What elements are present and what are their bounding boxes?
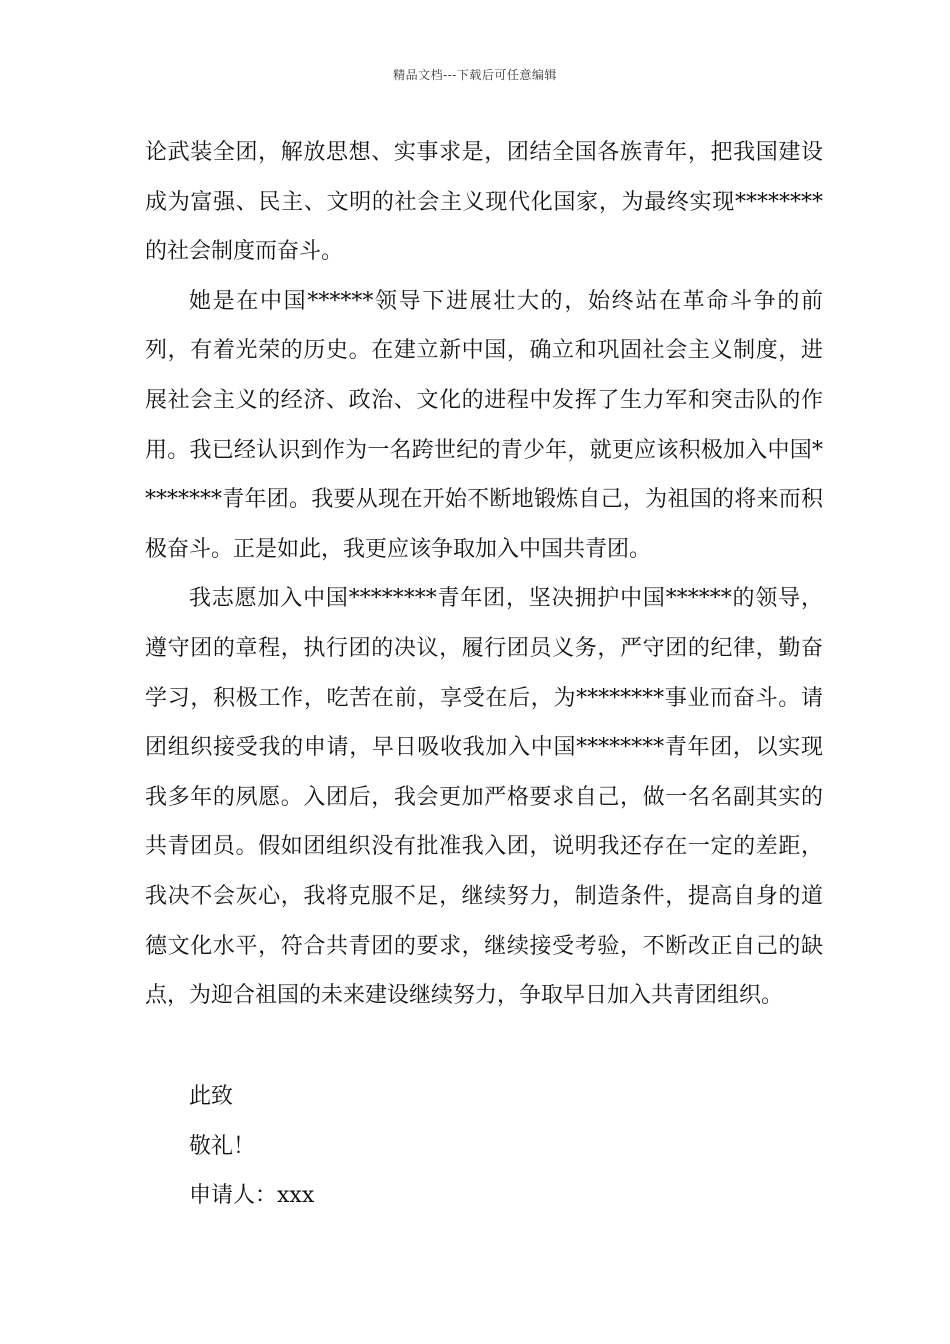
paragraph-3: 我志愿加入中国********青年团，坚决拥护中国******的领导，遵守团的章程，执行团的决议，履行团员义务，严守团的纪律，勤奋学习，积极工作，吃苦在前，享受在后，为********事业而奋斗。请团组织接受我的申请，早日吸收我加入中国********青年团，以实现我多年的夙愿。入团后，我会更加严格要求自己，做一名名副其实的共青团员。假如团组织没有批准我入团，说明我还存在一定的差距，我决不会灰心，我将克服不足，继续努力，制造条件，提高自身的道德文化水平，符合共青团的要求，继续接受考验，不断改正自己的缺点，为迎合祖国的未来建设继续努力，争取早日加入共青团组织。 (145, 586, 823, 1009)
closing-salutation: 此致 (189, 1084, 234, 1109)
paragraph-1: 论武装全团，解放思想、实事求是，团结全国各族青年，把我国建设成为富强、民主、文明的社会主义现代化国家，为最终实现********的社会制度而奋斗。 (145, 140, 823, 265)
closing-regards: 敬礼！ (189, 1134, 256, 1159)
applicant-signature: 申请人：xxx (189, 1183, 315, 1208)
document-body (145, 128, 823, 1021)
page-header: 精品文档---下载后可任意编辑 (393, 68, 557, 82)
paragraph-2: 她是在中国******领导下进展壮大的，始终站在革命斗争的前列，有着光荣的历史。在建立新中国，确立和巩固社会主义制度，进展社会主义的经济、政治、文化的进程中发挥了生力军和突击队的作用。我已经认识到作为一名跨世纪的青少年，就更应该积极加入中国********青年团。我要从现在开始不断地锻炼自己，为祖国的将来而积极奋斗。正是如此，我更应该争取加入中国共青团。 (145, 288, 823, 562)
